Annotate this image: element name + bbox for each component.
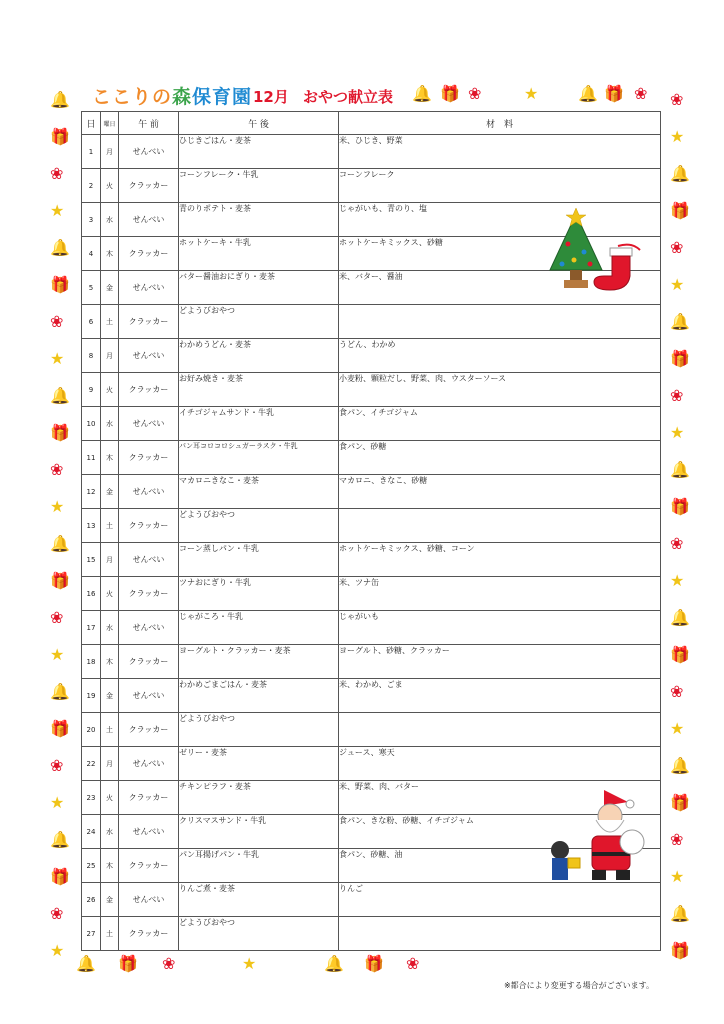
gift-icon: 🎁 <box>604 84 624 103</box>
bell-icon: 🔔 <box>670 164 690 183</box>
day-cell: 12 <box>82 475 101 509</box>
bell-icon: 🔔 <box>578 84 598 103</box>
weekday-cell: 水 <box>101 203 119 237</box>
table-row <box>82 305 661 339</box>
gift-icon: 🎁 <box>50 719 70 738</box>
bell-icon: 🔔 <box>50 830 70 849</box>
poinsettia-icon: ❀ <box>670 238 684 257</box>
star-icon: ★ <box>50 201 65 220</box>
star-icon: ★ <box>50 349 65 368</box>
table-row <box>82 577 661 611</box>
weekday-cell: 土 <box>101 305 119 339</box>
am-snack-cell: せんべい <box>119 135 179 169</box>
poinsettia-icon: ❀ <box>50 904 64 923</box>
ingredients-cell: 食パン、砂糖 <box>339 441 661 475</box>
am-snack-cell: せんべい <box>119 815 179 849</box>
table-row <box>82 917 661 951</box>
star-icon: ★ <box>670 571 685 590</box>
am-snack-cell: せんべい <box>119 407 179 441</box>
header <box>88 80 660 110</box>
day-cell: 11 <box>82 441 101 475</box>
day-cell: 5 <box>82 271 101 305</box>
pm-snack-cell: りんご煮・麦茶 <box>179 883 339 917</box>
ingredients-cell: マカロニ、きなこ、砂糖 <box>339 475 661 509</box>
star-icon: ★ <box>670 719 685 738</box>
pm-snack-cell: クリスマスサンド・牛乳 <box>179 815 339 849</box>
weekday-cell: 金 <box>101 271 119 305</box>
bell-icon: 🔔 <box>324 954 344 973</box>
star-icon: ★ <box>242 954 257 973</box>
gift-icon: 🎁 <box>670 941 690 960</box>
ingredients-cell: うどん、わかめ <box>339 339 661 373</box>
pm-snack-cell: お好み焼き・麦茶 <box>179 373 339 407</box>
ingredients-cell: 米、わかめ、ごま <box>339 679 661 713</box>
gift-icon: 🎁 <box>50 127 70 146</box>
star-icon: ★ <box>524 84 539 103</box>
am-snack-cell: せんべい <box>119 543 179 577</box>
table-row <box>82 373 661 407</box>
poinsettia-icon: ❀ <box>670 830 684 849</box>
pm-snack-cell: じゃがころ・牛乳 <box>179 611 339 645</box>
star-icon: ★ <box>670 423 685 442</box>
bell-icon: 🔔 <box>670 460 690 479</box>
day-cell: 16 <box>82 577 101 611</box>
pm-snack-cell: 青のりポテト・麦茶 <box>179 203 339 237</box>
pm-snack-cell: わかめうどん・麦茶 <box>179 339 339 373</box>
pm-snack-cell: ひじきごはん・麦茶 <box>179 135 339 169</box>
ingredients-cell: 食パン、砂糖、油 <box>339 849 661 883</box>
star-icon: ★ <box>50 497 65 516</box>
nursery-logo: ここりの森保育園 <box>92 86 253 108</box>
weekday-cell: 木 <box>101 441 119 475</box>
day-cell: 22 <box>82 747 101 781</box>
pm-snack-cell: イチゴジャムサンド・牛乳 <box>179 407 339 441</box>
footnote: ※都合により変更する場合がございます。 <box>503 981 654 990</box>
day-cell: 24 <box>82 815 101 849</box>
weekday-cell: 月 <box>101 747 119 781</box>
column-weekday: 曜日 <box>101 112 119 135</box>
weekday-cell: 水 <box>101 611 119 645</box>
am-snack-cell: せんべい <box>119 679 179 713</box>
am-snack-cell: クラッカー <box>119 305 179 339</box>
weekday-cell: 火 <box>101 577 119 611</box>
bell-icon: 🔔 <box>670 312 690 331</box>
day-cell: 10 <box>82 407 101 441</box>
am-snack-cell: クラッカー <box>119 917 179 951</box>
weekday-cell: 土 <box>101 713 119 747</box>
am-snack-cell: せんべい <box>119 883 179 917</box>
pm-snack-cell: どようびおやつ <box>179 917 339 951</box>
table-row <box>82 645 661 679</box>
am-snack-cell: クラッカー <box>119 373 179 407</box>
am-snack-cell: せんべい <box>119 339 179 373</box>
day-cell: 3 <box>82 203 101 237</box>
gift-icon: 🎁 <box>670 793 690 812</box>
pm-snack-cell: マカロニきなこ・麦茶 <box>179 475 339 509</box>
page-title: おやつ献立表 <box>303 88 394 106</box>
poinsettia-icon: ❀ <box>50 164 64 183</box>
day-cell: 6 <box>82 305 101 339</box>
poinsettia-icon: ❀ <box>468 84 482 103</box>
table-row <box>82 339 661 373</box>
ingredients-cell: りんご <box>339 883 661 917</box>
bell-icon: 🔔 <box>50 534 70 553</box>
poinsettia-icon: ❀ <box>634 84 648 103</box>
poinsettia-icon: ❀ <box>50 608 64 627</box>
bell-icon: 🔔 <box>412 84 432 103</box>
star-icon: ★ <box>670 867 685 886</box>
day-cell: 19 <box>82 679 101 713</box>
weekday-cell: 月 <box>101 543 119 577</box>
table-row <box>82 441 661 475</box>
day-cell: 27 <box>82 917 101 951</box>
poinsettia-icon: ❀ <box>670 682 684 701</box>
ingredients-cell: 食パン、イチゴジャム <box>339 407 661 441</box>
table-row <box>82 713 661 747</box>
day-cell: 17 <box>82 611 101 645</box>
ingredients-cell <box>339 713 661 747</box>
table-header-row <box>82 112 661 135</box>
day-cell: 20 <box>82 713 101 747</box>
poinsettia-icon: ❀ <box>50 460 64 479</box>
day-cell: 23 <box>82 781 101 815</box>
gift-icon: 🎁 <box>670 497 690 516</box>
gift-icon: 🎁 <box>50 867 70 886</box>
am-snack-cell: クラッカー <box>119 781 179 815</box>
day-cell: 2 <box>82 169 101 203</box>
ingredients-cell: 米、バター、醤油 <box>339 271 661 305</box>
day-cell: 4 <box>82 237 101 271</box>
ingredients-cell: 米、ツナ缶 <box>339 577 661 611</box>
pm-snack-cell: わかめごまごはん・麦茶 <box>179 679 339 713</box>
poinsettia-icon: ❀ <box>50 312 64 331</box>
weekday-cell: 木 <box>101 849 119 883</box>
am-snack-cell: せんべい <box>119 271 179 305</box>
weekday-cell: 金 <box>101 679 119 713</box>
weekday-cell: 金 <box>101 475 119 509</box>
ingredients-cell: ヨーグルト、砂糖、クラッカー <box>339 645 661 679</box>
pm-snack-cell: コーンフレーク・牛乳 <box>179 169 339 203</box>
table-row <box>82 611 661 645</box>
day-cell: 15 <box>82 543 101 577</box>
am-snack-cell: せんべい <box>119 747 179 781</box>
star-icon: ★ <box>50 941 65 960</box>
bell-icon: 🔔 <box>670 608 690 627</box>
bell-icon: 🔔 <box>670 756 690 775</box>
pm-snack-cell: パン耳揚げパン・牛乳 <box>179 849 339 883</box>
bell-icon: 🔔 <box>670 904 690 923</box>
am-snack-cell: クラッカー <box>119 237 179 271</box>
day-cell: 13 <box>82 509 101 543</box>
bell-icon: 🔔 <box>76 954 96 973</box>
weekday-cell: 金 <box>101 883 119 917</box>
day-cell: 9 <box>82 373 101 407</box>
gift-icon: 🎁 <box>50 423 70 442</box>
table-row <box>82 509 661 543</box>
star-icon: ★ <box>670 275 685 294</box>
column-am: 午 前 <box>119 112 179 135</box>
gift-icon: 🎁 <box>50 571 70 590</box>
poinsettia-icon: ❀ <box>162 954 176 973</box>
ingredients-cell: ホットケーキミックス、砂糖 <box>339 237 661 271</box>
day-cell: 26 <box>82 883 101 917</box>
pm-snack-cell: どようびおやつ <box>179 509 339 543</box>
bell-icon: 🔔 <box>50 238 70 257</box>
day-cell: 18 <box>82 645 101 679</box>
weekday-cell: 水 <box>101 407 119 441</box>
star-icon: ★ <box>670 127 685 146</box>
ingredients-cell: ホットケーキミックス、砂糖、コーン <box>339 543 661 577</box>
pm-snack-cell: バター醤油おにぎり・麦茶 <box>179 271 339 305</box>
gift-icon: 🎁 <box>670 201 690 220</box>
table-row <box>82 543 661 577</box>
column-ingredients: 材 料 <box>339 112 661 135</box>
ingredients-cell: じゃがいも <box>339 611 661 645</box>
santa-icon <box>548 786 646 886</box>
ingredients-cell: 米、ひじき、野菜 <box>339 135 661 169</box>
gift-icon: 🎁 <box>118 954 138 973</box>
ingredients-cell <box>339 917 661 951</box>
gift-icon: 🎁 <box>364 954 384 973</box>
ingredients-cell: 米、野菜、肉、バター <box>339 781 661 815</box>
pm-snack-cell: どようびおやつ <box>179 305 339 339</box>
ingredients-cell: ジュース、寒天 <box>339 747 661 781</box>
weekday-cell: 火 <box>101 169 119 203</box>
gift-icon: 🎁 <box>670 645 690 664</box>
ingredients-cell <box>339 509 661 543</box>
ingredients-cell: 食パン、きな粉、砂糖、イチゴジャム <box>339 815 661 849</box>
am-snack-cell: クラッカー <box>119 441 179 475</box>
day-cell: 25 <box>82 849 101 883</box>
table-row <box>82 407 661 441</box>
pm-snack-cell: どようびおやつ <box>179 713 339 747</box>
ingredients-cell: コーンフレーク <box>339 169 661 203</box>
table-row <box>82 883 661 917</box>
pm-snack-cell: チキンピラフ・麦茶 <box>179 781 339 815</box>
am-snack-cell: せんべい <box>119 475 179 509</box>
ingredients-cell: じゃがいも、青のり、塩 <box>339 203 661 237</box>
column-pm: 午 後 <box>179 112 339 135</box>
weekday-cell: 月 <box>101 135 119 169</box>
table-row <box>82 679 661 713</box>
am-snack-cell: クラッカー <box>119 713 179 747</box>
gift-icon: 🎁 <box>670 349 690 368</box>
weekday-cell: 木 <box>101 237 119 271</box>
weekday-cell: 木 <box>101 645 119 679</box>
pm-snack-cell: ツナおにぎり・牛乳 <box>179 577 339 611</box>
poinsettia-icon: ❀ <box>406 954 420 973</box>
gift-icon: 🎁 <box>440 84 460 103</box>
star-icon: ★ <box>50 645 65 664</box>
day-cell: 8 <box>82 339 101 373</box>
pm-snack-cell: ゼリー・麦茶 <box>179 747 339 781</box>
am-snack-cell: クラッカー <box>119 645 179 679</box>
poinsettia-icon: ❀ <box>50 756 64 775</box>
weekday-cell: 土 <box>101 509 119 543</box>
bell-icon: 🔔 <box>50 90 70 109</box>
am-snack-cell: クラッカー <box>119 169 179 203</box>
ingredients-cell: 小麦粉、顆粒だし、野菜、肉、ウスターソース <box>339 373 661 407</box>
am-snack-cell: クラッカー <box>119 577 179 611</box>
weekday-cell: 火 <box>101 373 119 407</box>
table-row <box>82 747 661 781</box>
stocking-icon <box>588 240 646 296</box>
am-snack-cell: せんべい <box>119 611 179 645</box>
am-snack-cell: せんべい <box>119 203 179 237</box>
am-snack-cell: クラッカー <box>119 849 179 883</box>
pm-snack-cell: ヨーグルト・クラッカー・麦茶 <box>179 645 339 679</box>
weekday-cell: 月 <box>101 339 119 373</box>
table-row <box>82 135 661 169</box>
day-cell: 1 <box>82 135 101 169</box>
gift-icon: 🎁 <box>50 275 70 294</box>
bell-icon: 🔔 <box>50 386 70 405</box>
table-row <box>82 169 661 203</box>
ingredients-cell <box>339 305 661 339</box>
pm-snack-cell: ホットケーキ・牛乳 <box>179 237 339 271</box>
star-icon: ★ <box>50 793 65 812</box>
pm-snack-cell: コーン蒸しパン・牛乳 <box>179 543 339 577</box>
poinsettia-icon: ❀ <box>670 386 684 405</box>
weekday-cell: 火 <box>101 781 119 815</box>
weekday-cell: 土 <box>101 917 119 951</box>
column-day: 日 <box>82 112 101 135</box>
poinsettia-icon: ❀ <box>670 90 684 109</box>
weekday-cell: 水 <box>101 815 119 849</box>
bell-icon: 🔔 <box>50 682 70 701</box>
am-snack-cell: クラッカー <box>119 509 179 543</box>
table-row <box>82 475 661 509</box>
month-label: 12月 <box>253 88 289 106</box>
poinsettia-icon: ❀ <box>670 534 684 553</box>
pm-snack-cell: パン耳コロコロシュガーラスク・牛乳 <box>179 441 339 475</box>
